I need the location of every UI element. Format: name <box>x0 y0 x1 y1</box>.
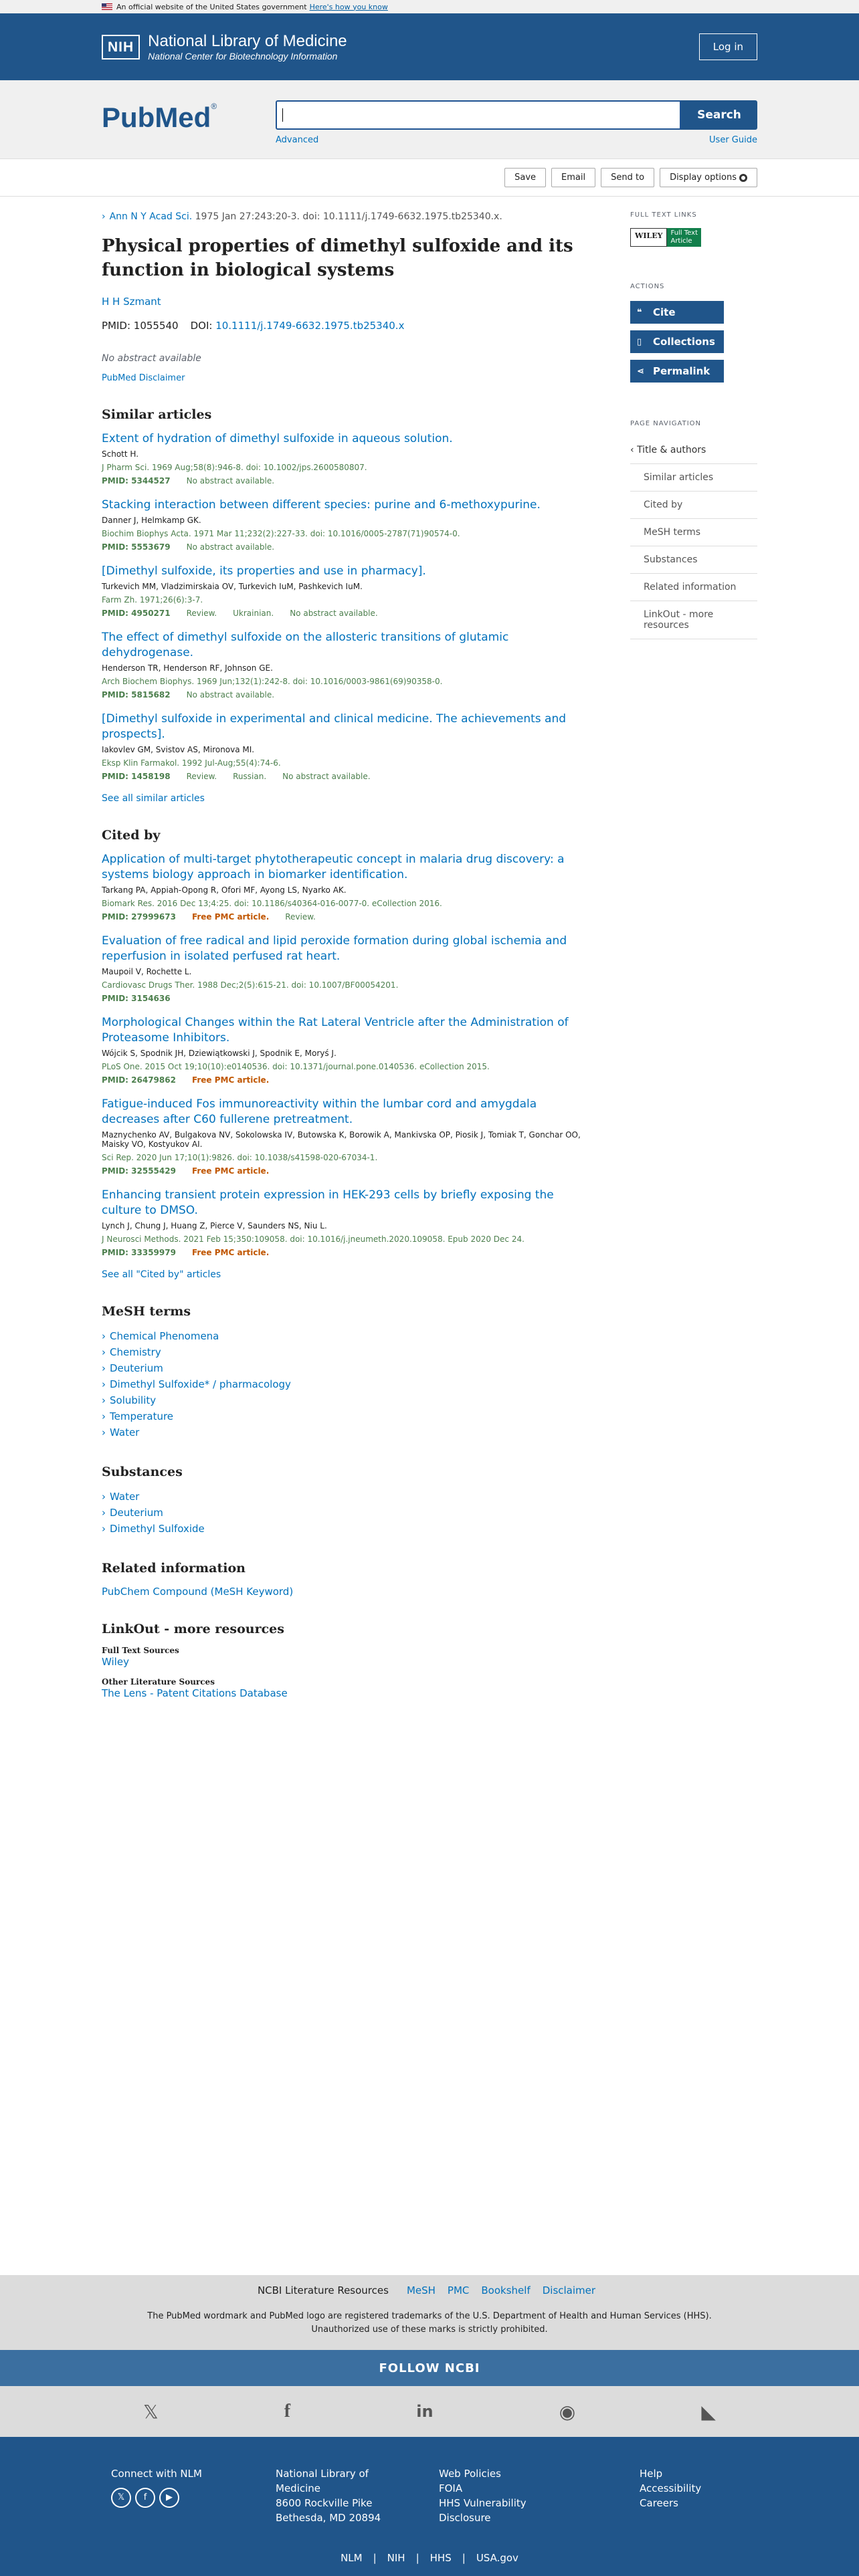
article-item <box>102 1097 583 1176</box>
nih-badge: NIH <box>102 35 140 60</box>
footer-resources <box>0 2275 859 2350</box>
chevron-right-icon: › <box>102 1378 106 1390</box>
mesh-term-item[interactable] <box>102 1344 583 1360</box>
chevron-right-icon: › <box>102 1410 106 1422</box>
article-pmid: PMID: 27999673 <box>102 912 176 922</box>
article-meta <box>102 912 583 922</box>
permalink-label: Permalink <box>653 365 710 377</box>
article-title-link[interactable]: Fatigue-induced Fos immunoreactivity within the lumbar cord and amygdala decreases after C60 fullerene pretreatment. <box>102 1097 537 1126</box>
article-meta <box>102 994 583 1003</box>
page-nav-item[interactable]: Cited by <box>630 492 757 519</box>
article-item <box>102 630 583 700</box>
substances-term-link[interactable]: Dimethyl Sulfoxide <box>110 1523 205 1535</box>
free-pmc-badge: Free PMC article. <box>191 1075 270 1085</box>
mesh-term-link[interactable]: Deuterium <box>110 1362 163 1374</box>
article-tag: No abstract available. <box>282 772 371 781</box>
full-text-links-heading: FULL TEXT LINKS <box>630 211 697 219</box>
article-label: Article <box>670 237 692 245</box>
search-bar <box>0 80 859 159</box>
separator: | <box>415 2552 419 2564</box>
bottom-link[interactable]: NIH <box>387 2552 405 2564</box>
article-authors: Henderson TR, Henderson RF, Johnson GE. <box>102 663 273 673</box>
article-meta <box>102 476 583 486</box>
display-options-button[interactable] <box>660 168 757 187</box>
trademark-text: The PubMed wordmark and PubMed logo are registered trademarks of the U.S. Department of Health and Human Services (HHS). <box>147 2311 712 2321</box>
article-source: Arch Biochem Biophys. 1969 Jun;132(1):242-8. doi: 10.1016/0003-9861(69)90358-0. <box>102 677 443 686</box>
article-meta <box>102 690 583 700</box>
footer-links <box>0 2284 859 2296</box>
mesh-term-item[interactable] <box>102 1489 583 1505</box>
page-nav-item[interactable]: MeSH terms <box>630 519 757 546</box>
chevron-right-icon: › <box>102 1362 106 1374</box>
chevron-right-icon: › <box>102 1491 106 1503</box>
article-source: Eksp Klin Farmakol. 1992 Jul-Aug;55(4):74-6. <box>102 758 281 768</box>
substances-term-link[interactable]: Water <box>110 1491 140 1503</box>
nih-header <box>0 13 859 80</box>
article-tag: Review. <box>186 609 217 618</box>
footer-text: Bethesda, MD 20894 <box>276 2512 381 2524</box>
trademark-warning: Unauthorized use of these marks is strictly prohibited. <box>311 2325 548 2335</box>
article-meta <box>102 542 583 552</box>
article-pmid: PMID: 3154636 <box>102 994 171 1003</box>
footer-text[interactable]: Disclosure <box>439 2512 491 2524</box>
mesh-term-link[interactable]: Water <box>110 1426 140 1438</box>
article-authors: Danner J, Helmkamp GK. <box>102 516 201 525</box>
mesh-term-item[interactable] <box>102 1505 583 1521</box>
article-authors: Iakovlev GM, Svistov AS, Mironova MI. <box>102 745 255 754</box>
registered-mark: ® <box>211 102 217 111</box>
gov-banner-text: An official website of the United States government <box>116 2 307 11</box>
footer-text: Medicine <box>276 2482 321 2494</box>
follow-ncbi-heading: FOLLOW NCBI <box>0 2350 859 2386</box>
article-item <box>102 1188 583 1257</box>
footer-text[interactable]: Accessibility <box>640 2482 702 2494</box>
nlm-logo[interactable] <box>102 32 347 62</box>
page-navigation-heading: PAGE NAVIGATION <box>630 420 701 427</box>
chevron-right-icon: › <box>102 1330 106 1342</box>
full-text-badge <box>667 228 701 247</box>
substances-heading: Substances <box>102 1465 183 1479</box>
github-icon[interactable]: ◉ <box>559 2400 576 2423</box>
article-source: Biomark Res. 2016 Dec 13;4:25. doi: 10.1186/s40364-016-0077-0. eCollection 2016. <box>102 899 442 908</box>
article-meta <box>102 1248 583 1257</box>
article-source: J Neurosci Methods. 2021 Feb 15;350:109058. doi: 10.1016/j.jneumeth.2020.109058. Epub 2020 Dec 24. <box>102 1235 524 1244</box>
pubmed-disclaimer-link[interactable]: PubMed Disclaimer <box>102 373 185 383</box>
chevron-right-icon: › <box>102 1426 106 1438</box>
footer-text: National Library of <box>276 2468 369 2480</box>
permalink-button[interactable] <box>630 360 724 383</box>
article-tag: No abstract available. <box>186 542 275 552</box>
article-title-link[interactable]: Evaluation of free radical and lipid peroxide formation during global ischemia and reperfusion in isolated perfused rat heart. <box>102 934 567 963</box>
article-pmid: PMID: 5344527 <box>102 476 171 486</box>
separator: | <box>462 2552 466 2564</box>
article-pmid: PMID: 4950271 <box>102 609 171 618</box>
page-nav-label: Title & authors <box>637 445 706 455</box>
article-tag: Russian. <box>233 772 267 781</box>
separator: | <box>373 2552 377 2564</box>
free-pmc-badge: Free PMC article. <box>191 1166 270 1176</box>
mesh-terms-list <box>102 1328 583 1440</box>
footer-text[interactable]: Web Policies <box>439 2468 501 2480</box>
footer-link[interactable]: MeSH <box>406 2284 436 2296</box>
share-icon: ⋖ <box>637 366 644 377</box>
article-title-link[interactable]: [Dimethyl sulfoxide, its properties and use in pharmacy]. <box>102 564 426 578</box>
mesh-term-link[interactable]: Chemical Phenomena <box>110 1330 219 1342</box>
chevron-right-icon: › <box>102 1523 106 1535</box>
article-authors: Lynch J, Chung J, Huang Z, Pierce V, Saunders NS, Niu L. <box>102 1221 327 1230</box>
save-button[interactable]: Save <box>504 168 546 187</box>
article-item <box>102 564 583 618</box>
mesh-term-item[interactable] <box>102 1521 583 1537</box>
article-tag: No abstract available. <box>186 690 275 700</box>
connect-with-nlm: Connect with NLM <box>111 2468 202 2480</box>
nlm-name: National Library of Medicine <box>148 32 347 50</box>
article-source: J Pharm Sci. 1969 Aug;58(8):946-8. doi: 10.1002/jps.2600580807. <box>102 463 367 472</box>
article-title-link[interactable]: Application of multi-target phytotherapeutic concept in malaria drug discovery: a systems biology approach in biomarker identification. <box>102 853 565 881</box>
article-item <box>102 852 583 922</box>
citation-text: 1975 Jan 27:243:20-3. doi: 10.1111/j.1749-6632.1975.tb25340.x. <box>192 211 502 222</box>
collections-button[interactable] <box>630 330 724 353</box>
wiley-link[interactable]: Wiley <box>102 1656 129 1668</box>
gov-banner <box>0 0 859 13</box>
cited-by-heading: Cited by <box>102 828 161 843</box>
pubmed-logo-text: PubMed <box>102 102 211 133</box>
substances-list <box>102 1489 583 1537</box>
mesh-term-item[interactable] <box>102 1392 583 1408</box>
page-nav-item[interactable]: LinkOut - more resources <box>630 601 757 639</box>
search-input[interactable] <box>276 100 681 130</box>
bottom-link[interactable]: HHS <box>430 2552 452 2564</box>
mesh-term-item[interactable] <box>102 1328 583 1344</box>
help-links <box>640 2466 701 2510</box>
ncbi-literature-resources: NCBI Literature Resources <box>257 2284 389 2296</box>
cite-button[interactable] <box>630 301 724 324</box>
article-title-link[interactable]: The effect of dimethyl sulfoxide on the allosteric transitions of glutamic dehydrogenase. <box>102 631 509 659</box>
display-options-label: Display options <box>670 173 737 183</box>
article-item <box>102 934 583 1003</box>
footer-link[interactable]: Disclaimer <box>542 2284 596 2296</box>
footer-text[interactable]: Help <box>640 2468 663 2480</box>
mesh-term-link[interactable]: Chemistry <box>110 1346 161 1358</box>
chevron-left-icon: ‹ <box>630 445 638 455</box>
policy-links <box>439 2466 527 2525</box>
x-twitter-icon[interactable]: 𝕏 <box>111 2488 131 2508</box>
sidebar <box>630 211 757 639</box>
similar-articles-list <box>102 431 583 781</box>
page-navigation <box>630 437 757 639</box>
quote-icon: ❝ <box>637 307 642 318</box>
article-ids <box>102 320 583 332</box>
article-authors: Turkevich MM, Vladzimirskaia OV, Turkevich IuM, Pashkevich IuM. <box>102 582 363 591</box>
article-tag: Review. <box>186 772 217 781</box>
mesh-term-item[interactable] <box>102 1376 583 1392</box>
article-source: PLoS One. 2015 Oct 19;10(10):e0140536. doi: 10.1371/journal.pone.0140536. eCollection 2015. <box>102 1062 490 1071</box>
article-title-link[interactable]: Stacking interaction between different species: purine and 6-methoxypurine. <box>102 498 541 512</box>
facebook-icon[interactable]: f <box>135 2488 155 2508</box>
login-button[interactable]: Log in <box>699 33 757 60</box>
footer-text: 8600 Rockville Pike <box>276 2497 373 2509</box>
bookmark-icon: ▯ <box>637 336 642 347</box>
chevron-right-icon: › <box>102 1394 106 1406</box>
article-authors: Schott H. <box>102 449 139 459</box>
see-all-cited-link[interactable]: See all "Cited by" articles <box>102 1269 221 1280</box>
pmid: PMID: 1055540 <box>102 320 179 332</box>
free-pmc-badge: Free PMC article. <box>191 912 270 922</box>
lens-link[interactable]: The Lens - Patent Citations Database <box>102 1687 288 1699</box>
author-link[interactable]: H H Szmant <box>102 296 161 308</box>
article-title-link[interactable]: Morphological Changes within the Rat Lateral Ventricle after the Administration of Proteasome Inhibitors. <box>102 1016 569 1045</box>
article-item <box>102 712 583 781</box>
article-pmid: PMID: 1458198 <box>102 772 171 781</box>
linkout-heading: LinkOut - more resources <box>102 1622 284 1636</box>
user-guide-link[interactable]: User Guide <box>709 135 757 145</box>
bottom-link[interactable]: USA.gov <box>476 2552 518 2564</box>
main-content <box>102 211 583 1699</box>
collections-label: Collections <box>653 336 715 348</box>
article-citation <box>102 211 583 222</box>
wiley-logo: WILEY <box>630 228 667 247</box>
mesh-term-item[interactable] <box>102 1360 583 1376</box>
pubchem-link[interactable]: PubChem Compound (MeSH Keyword) <box>102 1586 294 1598</box>
article-authors: Tarkang PA, Appiah-Opong R, Ofori MF, Ayong LS, Nyarko AK. <box>102 885 347 895</box>
youtube-icon[interactable]: ▶ <box>159 2488 179 2508</box>
footer-text[interactable]: HHS Vulnerability <box>439 2497 527 2509</box>
mesh-term-link[interactable]: Solubility <box>110 1394 157 1406</box>
page-title: Physical properties of dimethyl sulfoxide and its function in biological systems <box>102 236 573 280</box>
article-pmid: PMID: 26479862 <box>102 1075 176 1085</box>
footer-link-group <box>401 2284 601 2296</box>
ncbi-name: National Center for Biotechnology Information <box>148 51 338 62</box>
journal-link[interactable]: Ann N Y Acad Sci. <box>109 211 193 222</box>
article-meta <box>102 609 583 618</box>
article-source: Farm Zh. 1971;26(6):3-7. <box>102 595 203 605</box>
mesh-term-link[interactable]: Temperature <box>110 1410 174 1422</box>
full-text-label: Full Text <box>670 229 698 237</box>
article-meta <box>102 1166 583 1176</box>
bottom-link[interactable]: NLM <box>341 2552 363 2564</box>
linkedin-icon[interactable]: in <box>416 2402 434 2421</box>
article-title-link[interactable]: [Dimethyl sulfoxide in experimental and clinical medicine. The achievements and prospects]. <box>102 712 567 741</box>
article-item <box>102 431 583 486</box>
article-pmid: PMID: 5815682 <box>102 690 171 700</box>
nlm-footer <box>0 2437 859 2576</box>
facebook-icon[interactable]: f <box>284 2401 291 2422</box>
article-authors: Wójcik S, Spodnik JH, Dziewiątkowski J, Spodnik E, Moryś J. <box>102 1049 337 1058</box>
page-nav-item[interactable]: Substances <box>630 546 757 574</box>
full-text-sources-heading: Full Text Sources <box>102 1646 179 1655</box>
doi-label: DOI: <box>190 320 216 332</box>
article-authors: Maupoil V, Rochette L. <box>102 967 192 976</box>
cite-label: Cite <box>653 306 676 318</box>
free-pmc-badge: Free PMC article. <box>191 1248 270 1257</box>
mesh-term-item[interactable] <box>102 1424 583 1440</box>
article-item <box>102 498 583 552</box>
chevron-right-icon: › <box>102 1346 106 1358</box>
article-title-link[interactable]: Enhancing transient protein expression in HEK-293 cells by briefly exposing the culture to DMSO. <box>102 1188 554 1217</box>
us-flag-icon <box>102 3 112 10</box>
search-button[interactable]: Search <box>681 100 757 130</box>
wiley-full-text-button[interactable] <box>630 228 757 247</box>
article-tag: No abstract available. <box>186 476 275 486</box>
actions-heading: ACTIONS <box>630 283 665 290</box>
article-toolbar <box>0 159 859 197</box>
article-tag: Review. <box>285 912 316 922</box>
footer-text[interactable]: FOIA <box>439 2482 463 2494</box>
no-abstract-text: No abstract available <box>102 353 201 364</box>
mesh-terms-heading: MeSH terms <box>102 1304 191 1319</box>
pubmed-logo[interactable] <box>102 102 217 134</box>
x-twitter-icon[interactable]: 𝕏 <box>143 2400 159 2423</box>
text-caret <box>282 108 283 122</box>
page-nav-item[interactable]: Similar articles <box>630 464 757 492</box>
rss-icon[interactable]: ◣ <box>701 2400 716 2423</box>
footer-text[interactable]: Careers <box>640 2497 678 2509</box>
cited-by-list <box>102 852 583 1257</box>
other-sources-heading: Other Literature Sources <box>102 1677 215 1687</box>
article-meta <box>102 772 583 781</box>
article-item <box>102 1015 583 1085</box>
mesh-term-link[interactable]: Dimethyl Sulfoxide* / pharmacology <box>110 1378 291 1390</box>
page-nav-item[interactable] <box>630 437 757 464</box>
nlm-address <box>276 2466 381 2525</box>
similar-articles-heading: Similar articles <box>102 407 212 422</box>
gear-icon <box>739 174 747 182</box>
see-all-similar-link[interactable]: See all similar articles <box>102 793 205 804</box>
article-tag: No abstract available. <box>290 609 378 618</box>
email-button[interactable]: Email <box>551 168 595 187</box>
related-information-heading: Related information <box>102 1561 246 1576</box>
article-source: Biochim Biophys Acta. 1971 Mar 11;232(2):227-33. doi: 10.1016/0005-2787(71)90574-0. <box>102 529 460 538</box>
article-tag: Ukrainian. <box>233 609 274 618</box>
advanced-search-link[interactable]: Advanced <box>276 135 319 145</box>
chevron-right-icon: › <box>102 1507 106 1519</box>
footer-link[interactable]: PMC <box>447 2284 470 2296</box>
article-source: Cardiovasc Drugs Ther. 1988 Dec;2(5):615-21. doi: 10.1007/BF00054201. <box>102 980 399 990</box>
social-links <box>0 2386 859 2437</box>
footer-link[interactable]: Bookshelf <box>481 2284 531 2296</box>
chevron-right-icon[interactable]: › <box>102 211 106 222</box>
article-pmid: PMID: 5553679 <box>102 542 171 552</box>
article-pmid: PMID: 33359979 <box>102 1248 176 1257</box>
article-meta <box>102 1075 583 1085</box>
article-pmid: PMID: 32555429 <box>102 1166 176 1176</box>
doi-link[interactable]: 10.1111/j.1749-6632.1975.tb25340.x <box>215 320 405 332</box>
article-title-link[interactable]: Extent of hydration of dimethyl sulfoxide in aqueous solution. <box>102 432 453 445</box>
heres-how-link[interactable]: Here's how you know <box>309 2 388 11</box>
substances-term-link[interactable]: Deuterium <box>110 1507 163 1519</box>
article-authors: Maznychenko AV, Bulgakova NV, Sokolowska IV, Butowska K, Borowik A, Mankivska OP, Piosik J, Tomiak T, Gonchar OO, Maisky VO, Kostyukov AI. <box>102 1130 581 1149</box>
send-to-button[interactable]: Send to <box>601 168 654 187</box>
page-nav-item[interactable]: Related information <box>630 574 757 601</box>
mesh-term-item[interactable] <box>102 1408 583 1424</box>
bottom-links <box>0 2552 859 2564</box>
article-source: Sci Rep. 2020 Jun 17;10(1):9826. doi: 10.1038/s41598-020-67034-1. <box>102 1153 378 1162</box>
